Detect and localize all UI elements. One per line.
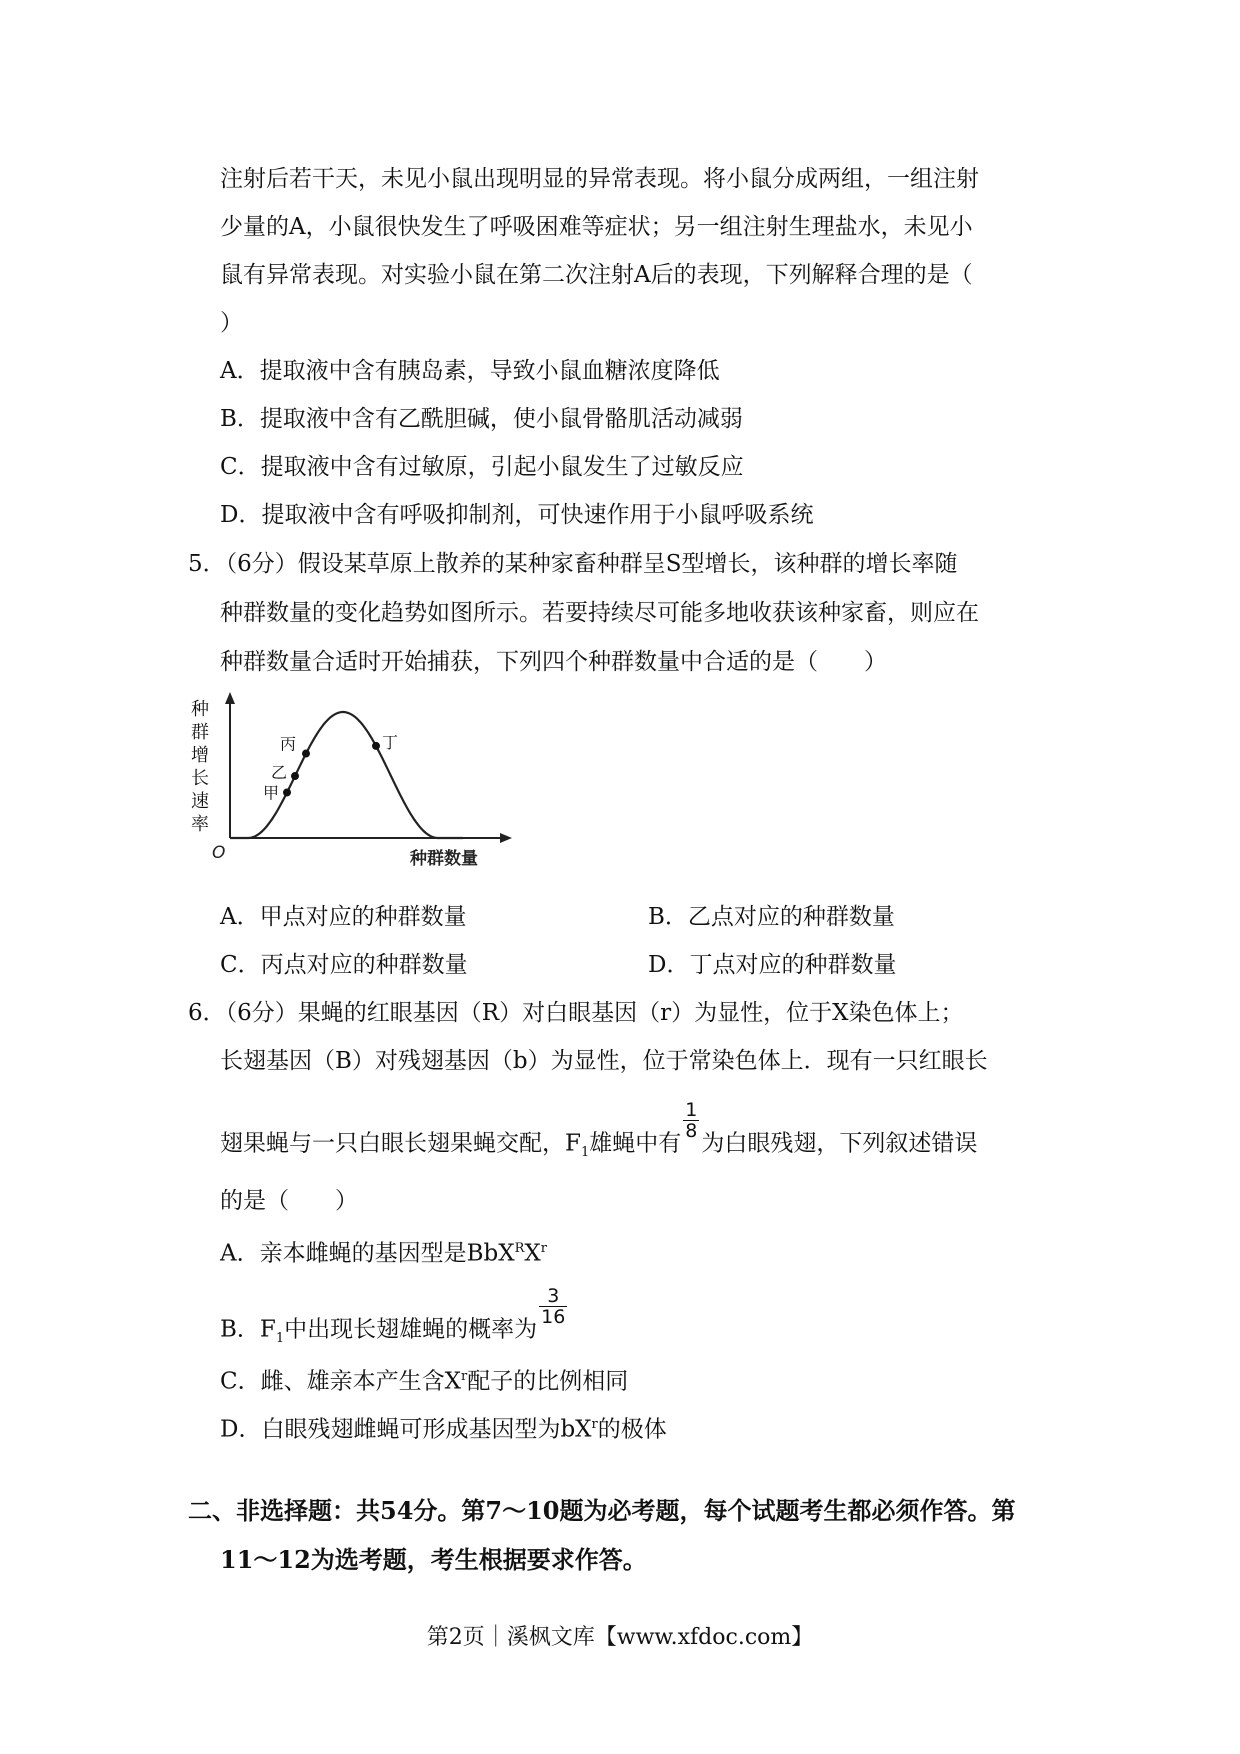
q6-line-2: 长翅基因（B）对残翅基因（b）为显性，位于常染色体上．现有一只红眼长: [220, 1048, 988, 1074]
y-axis-label-char: 速: [191, 791, 209, 812]
y-axis-label-char: 增: [191, 745, 209, 766]
fraction-numerator: 3: [539, 1286, 567, 1307]
q4-line-3: 鼠有异常表现。对实验小鼠在第二次注射A后的表现，下列解释合理的是（: [220, 262, 973, 288]
point-label: 乙: [271, 763, 288, 783]
q6-option-a-sup1: R: [514, 1241, 525, 1256]
q4-option-d: D．提取液中含有呼吸抑制剂，可快速作用于小鼠呼吸系统: [220, 502, 814, 528]
point-label: 甲: [263, 783, 280, 803]
q6-line-3-after: 为白眼残翅，下列叙述错误: [701, 1130, 978, 1157]
q6-option-a-text: A．亲本雌蝇的基因型是BbX: [220, 1240, 515, 1267]
q6-option-c-after: 配子的比例相同: [467, 1368, 629, 1395]
q6-option-d-sup: r: [591, 1417, 598, 1432]
x-axis-label: 种群数量: [410, 849, 478, 868]
y-axis-label-char: 长: [191, 768, 209, 789]
q5-line-2: 种群数量的变化趋势如图所示。若要持续尽可能多地收获该种家畜，则应在: [220, 600, 979, 626]
growth-rate-chart: [188, 688, 518, 868]
point-marker: [291, 772, 299, 780]
fraction-numerator: 1: [685, 1099, 698, 1121]
q6-option-d-after: 的极体: [597, 1416, 667, 1443]
point-marker: [372, 742, 380, 750]
origin-label: O: [212, 843, 226, 863]
q4-option-a: A．提取液中含有胰岛素，导致小鼠血糖浓度降低: [220, 358, 720, 384]
fraction-three-sixteenths: [539, 1286, 567, 1327]
q6-line-3: [220, 1099, 978, 1169]
q6-line-4: 的是（ ）: [220, 1188, 358, 1214]
y-axis-arrow: [225, 692, 235, 704]
q6-line-3-mid: 雄蝇中有: [589, 1130, 682, 1157]
q6-option-c-sup: r: [460, 1369, 468, 1384]
point-marker: [283, 788, 291, 796]
fraction-denominator: 8: [685, 1120, 698, 1142]
q4-option-c: C．提取液中含有过敏原，引起小鼠发生了过敏反应: [220, 454, 744, 480]
q6-line-1: 6．（6分）果蝇的红眼基因（R）对白眼基因（r）为显性，位于X染色体上；: [188, 1000, 964, 1026]
q6-line-3-sub: 1: [580, 1145, 590, 1161]
q6-option-c-before: C．雌、雄亲本产生含X: [220, 1368, 461, 1395]
q4-option-b: B．提取液中含有乙酰胆碱，使小鼠骨骼肌活动减弱: [220, 406, 743, 432]
q6-option-b-text: B．F: [220, 1316, 276, 1343]
q6-line-3-before: 翅果蝇与一只白眼长翅果蝇交配，F: [220, 1130, 581, 1157]
q6-option-a: [220, 1233, 547, 1270]
q5-option-a: A．甲点对应的种群数量: [220, 904, 467, 930]
q4-line-4: ）: [220, 310, 243, 336]
y-axis-label-char: 群: [191, 722, 209, 743]
fraction-one-eighth: [683, 1100, 699, 1141]
q4-line-2: 少量的A，小鼠很快发生了呼吸困难等症状；另一组注射生理盐水，未见小: [220, 214, 973, 240]
q6-option-c: [220, 1361, 628, 1398]
q6-option-a-sup2: r: [540, 1241, 547, 1256]
q5-line-3: 种群数量合适时开始捕获，下列四个种群数量中合适的是（ ）: [220, 649, 887, 675]
q4-line-1: 注射后若干天，未见小鼠出现明显的异常表现。将小鼠分成两组，一组注射: [220, 166, 979, 192]
section-2-heading-line-1: 二、非选择题：共54分。第7～10题为必考题，每个试题考生都必须作答。第: [188, 1496, 1016, 1525]
q6-option-d-before: D．白眼残翅雌蝇可形成基因型为bX: [220, 1416, 592, 1443]
q5-option-d: D．丁点对应的种群数量: [648, 952, 897, 978]
growth-curve: [230, 712, 463, 838]
y-axis-label-char: 率: [191, 814, 209, 835]
page-footer: 第2页｜溪枫文库【www.xfdoc.com】: [426, 1625, 814, 1650]
q5-option-b: B．乙点对应的种群数量: [648, 904, 895, 930]
q5-line-1: 5．（6分）假设某草原上散养的某种家畜种群呈S型增长，该种群的增长率随: [188, 551, 958, 577]
x-axis-arrow: [500, 833, 512, 843]
q6-option-d: [220, 1409, 667, 1446]
q5-option-c: C．丙点对应的种群数量: [220, 952, 468, 978]
q6-option-b-after: 中出现长翅雄蝇的概率为: [284, 1316, 538, 1343]
y-axis-label-char: 种: [191, 699, 209, 720]
q6-option-b: [220, 1285, 569, 1355]
q6-option-a-x: X: [524, 1240, 541, 1267]
point-marker: [302, 750, 310, 758]
q6-option-b-sub: 1: [275, 1331, 285, 1347]
axes: [225, 692, 512, 843]
fraction-denominator: 16: [541, 1306, 566, 1328]
point-label: 丙: [280, 734, 297, 754]
point-label: 丁: [382, 732, 399, 752]
section-2-heading-line-2: 11～12为选考题，考生根据要求作答。: [220, 1545, 647, 1574]
